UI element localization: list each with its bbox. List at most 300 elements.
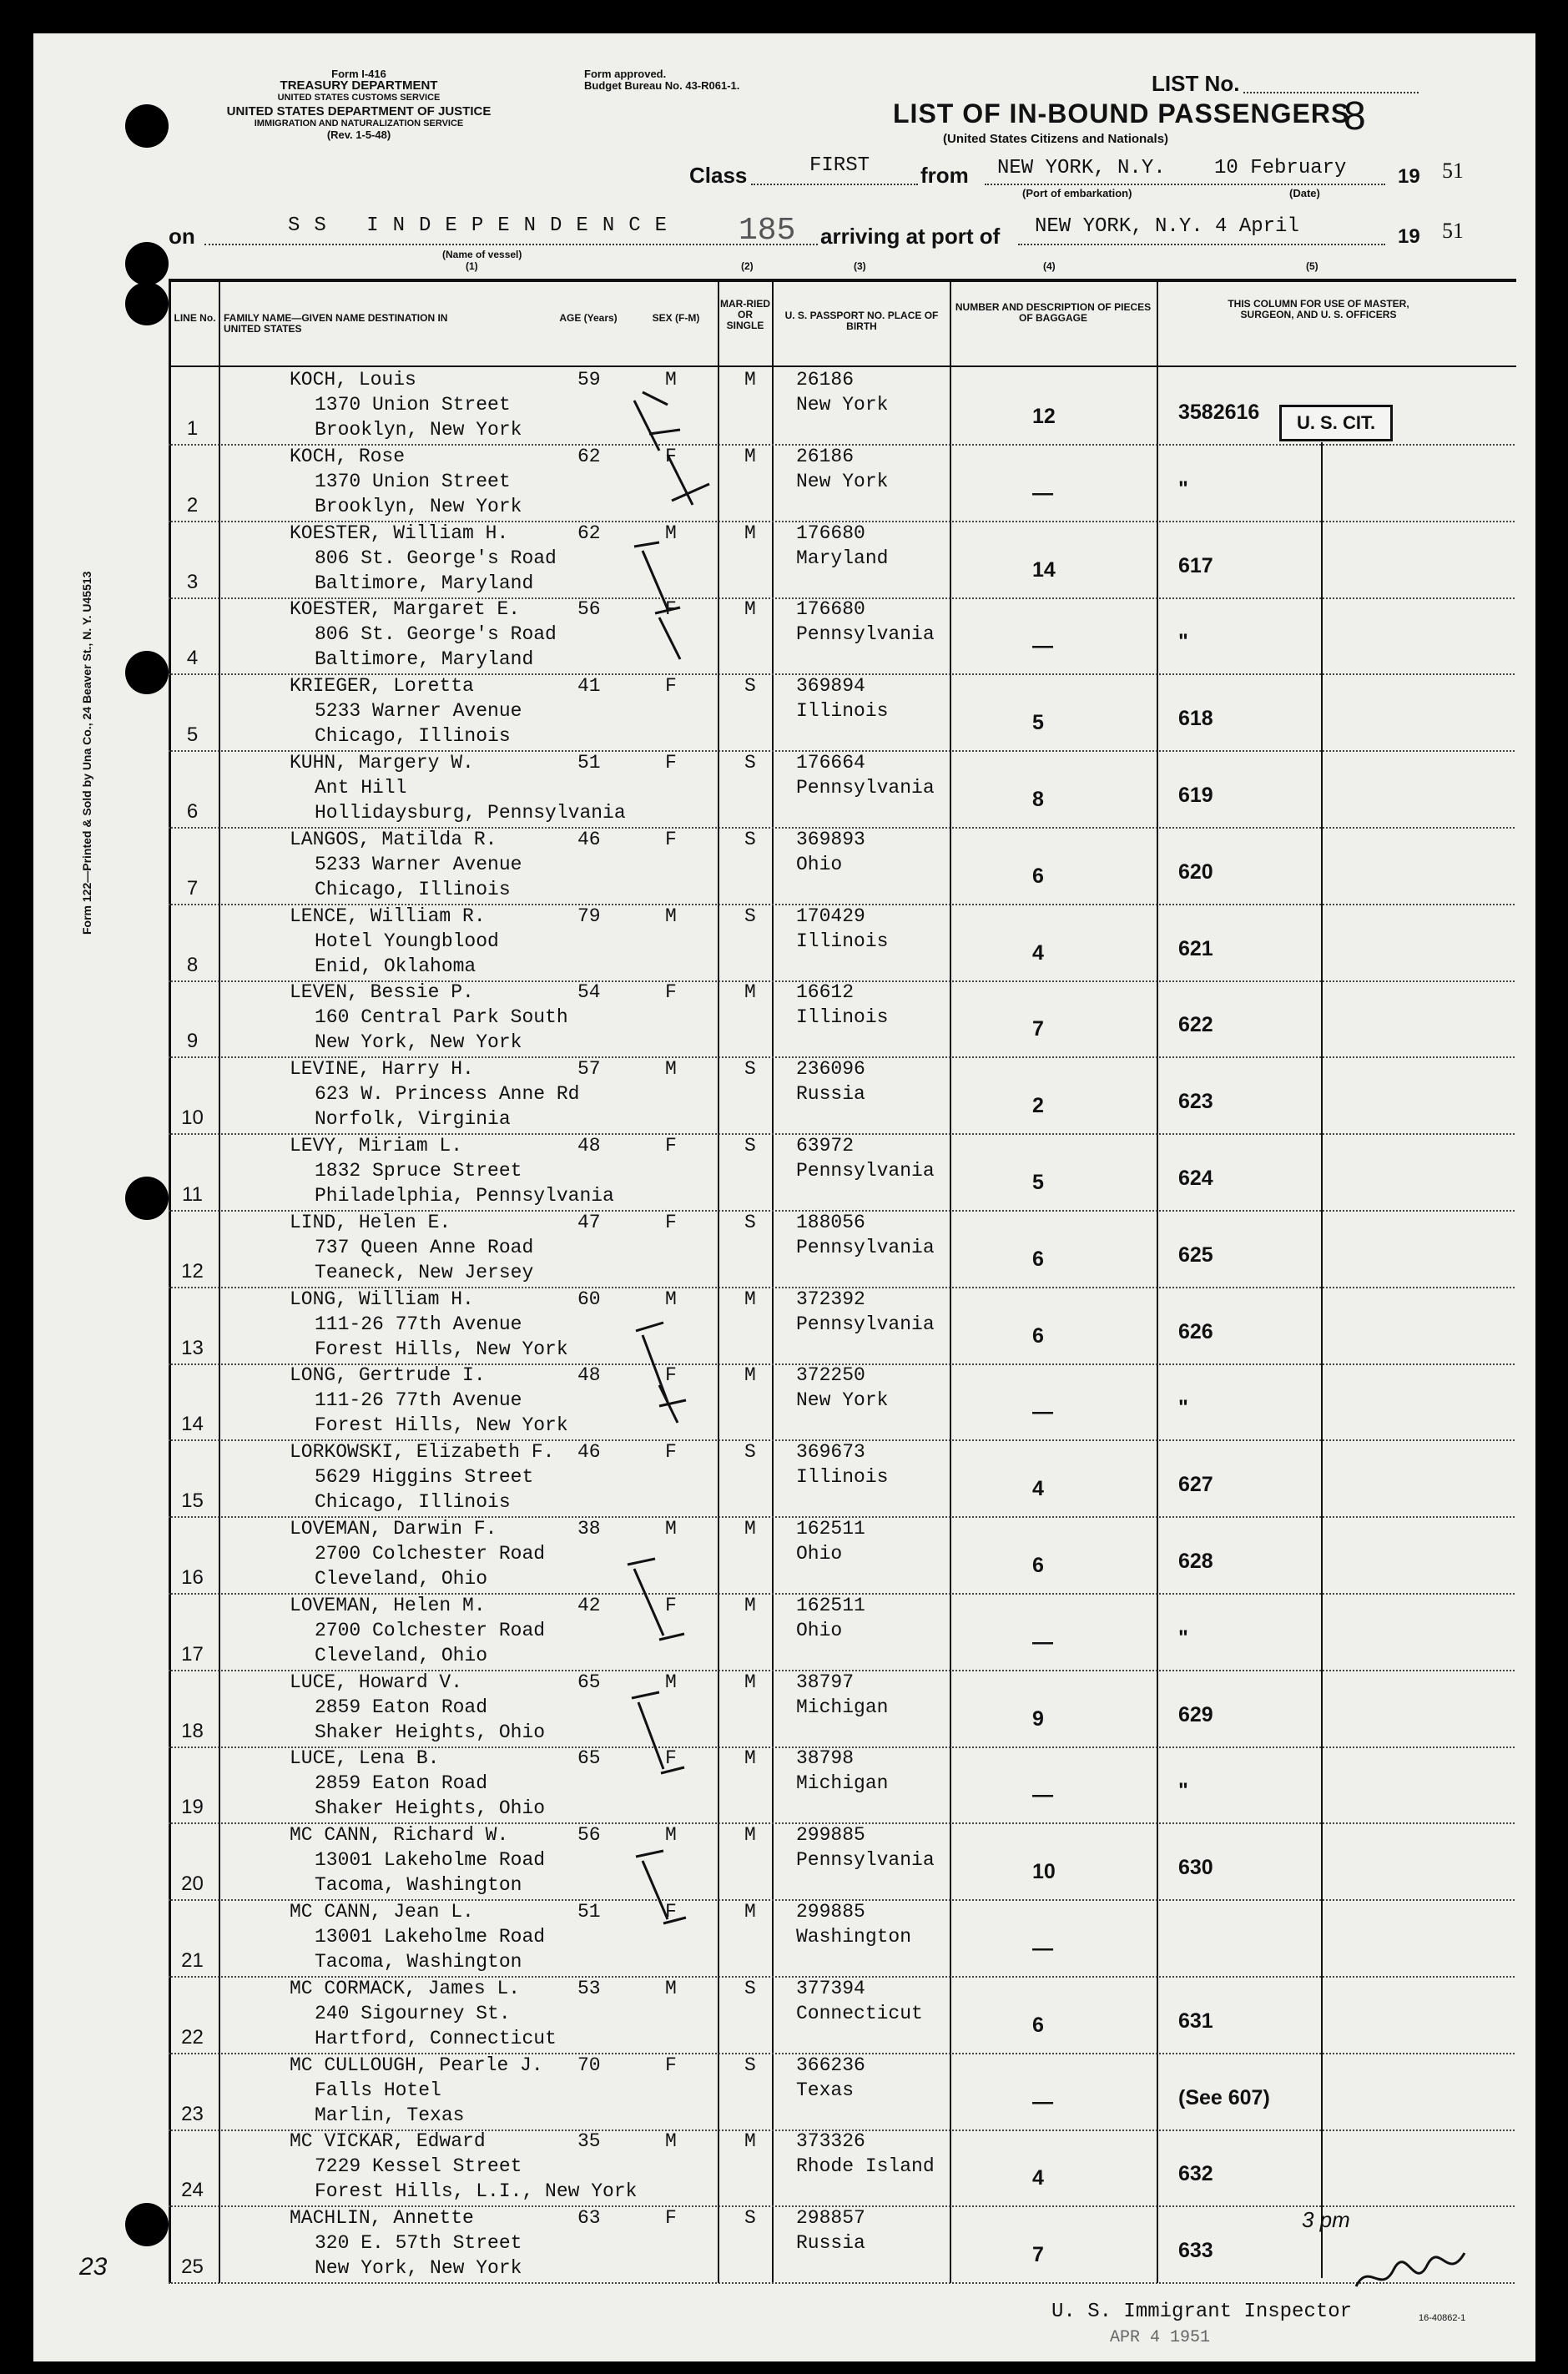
address-line-2: Forest Hills, New York [315, 1338, 568, 1360]
place-of-birth: New York [796, 394, 889, 416]
passenger-age: 48 [577, 1135, 601, 1157]
passport-number: 373326 [796, 2130, 865, 2153]
address-line-1: 806 St. George's Road [315, 547, 557, 569]
place-of-birth: Michigan [796, 1696, 889, 1718]
address-line-2: Tacoma, Washington [315, 1874, 522, 1897]
arriving-label: arriving at port of [820, 224, 1001, 249]
line-number: 18 [181, 1719, 204, 1742]
passenger-age: 62 [577, 445, 601, 467]
marital-status: S [744, 675, 756, 698]
check-mark [636, 1851, 686, 1923]
officer-note: " [1178, 630, 1188, 654]
passenger-name: MC CORMACK, James L. [290, 1977, 521, 1999]
address-line-2: Tacoma, Washington [315, 1951, 522, 1973]
arrival-value: NEW YORK, N.Y. 4 April [1035, 215, 1299, 238]
passenger-name: LORKOWSKI, Elizabeth F. [290, 1441, 555, 1464]
baggage-count: 6 [1032, 1554, 1044, 1577]
place-of-birth: Russia [796, 1083, 865, 1106]
passenger-sex: F [665, 2207, 677, 2230]
passenger-name: LOVEMAN, Darwin F. [290, 1518, 497, 1540]
passport-number: 16612 [796, 981, 855, 1004]
passenger-sex: F [665, 675, 677, 698]
passenger-age: 79 [577, 905, 601, 927]
address-line-2: Brooklyn, New York [315, 495, 522, 517]
address-line-2: Norfolk, Virginia [315, 1108, 511, 1131]
passenger-age: 41 [577, 675, 601, 698]
officer-note: 628 [1178, 1550, 1213, 1573]
marital-status: M [744, 369, 756, 391]
passenger-sex: M [665, 1058, 677, 1081]
officer-note: 619 [1178, 784, 1213, 807]
address-line-1: 160 Central Park South [315, 1006, 568, 1029]
line-number: 16 [181, 1566, 204, 1589]
place-of-birth: Illinois [796, 930, 889, 952]
line-number: 25 [181, 2256, 204, 2279]
line-number: 7 [186, 876, 199, 900]
baggage-count: — [1032, 634, 1053, 658]
address-line-2: Hartford, Connecticut [315, 2027, 557, 2049]
officer-note: 633 [1178, 2239, 1213, 2263]
place-of-birth: Pennsylvania [796, 1160, 935, 1182]
passenger-sex: F [665, 1441, 677, 1464]
passenger-sex: F [665, 1364, 677, 1387]
baggage-count: — [1032, 2089, 1053, 2114]
check-mark [668, 455, 709, 505]
passenger-sex: M [665, 1288, 677, 1310]
passenger-sex: M [665, 2130, 677, 2153]
marital-status: S [744, 1441, 756, 1464]
passenger-age: 46 [577, 828, 601, 850]
place-of-birth: Ohio [796, 1619, 843, 1641]
passenger-sex: M [665, 1977, 677, 1999]
baggage-count: 6 [1032, 864, 1044, 888]
marital-status: M [744, 1901, 756, 1923]
place-of-birth: New York [796, 470, 889, 492]
passenger-age: 51 [577, 752, 601, 774]
passenger-name: LONG, Gertrude I. [290, 1364, 486, 1387]
check-mark [628, 1559, 684, 1640]
passenger-sex: F [665, 1594, 677, 1616]
line-number: 3 [186, 570, 199, 593]
class-value: FIRST [809, 154, 870, 177]
officer-note: 623 [1178, 1090, 1213, 1114]
baggage-count: 6 [1032, 1323, 1044, 1348]
baggage-count: 5 [1032, 711, 1044, 735]
marital-status: M [744, 2130, 756, 2153]
place-of-birth: New York [796, 1389, 889, 1412]
inspector-caption: U. S. Immigrant Inspector [1051, 2301, 1353, 2323]
line-number: 8 [186, 953, 199, 976]
place-of-birth: Michigan [796, 1772, 889, 1795]
marital-status: M [744, 981, 756, 1004]
passenger-sex: F [665, 828, 677, 850]
marital-status: M [744, 522, 756, 544]
budget-bureau: Budget Bureau No. 43-R061-1. [584, 79, 740, 92]
place-of-birth: Pennsylvania [796, 1236, 935, 1258]
passenger-age: 60 [577, 1288, 601, 1310]
passenger-sex: F [665, 1901, 677, 1923]
line-number: 17 [181, 1642, 204, 1666]
baggage-count: 5 [1032, 1171, 1044, 1194]
passenger-age: 47 [577, 1211, 601, 1233]
passenger-sex: M [665, 1518, 677, 1540]
place-of-birth: Pennsylvania [796, 777, 935, 799]
date-value: 10 February [1214, 157, 1347, 179]
document-subtitle: (United States Citizens and Nationals) [943, 132, 1169, 146]
check-mark [659, 617, 680, 659]
marital-status: S [744, 752, 756, 774]
col-num: (2) [741, 260, 754, 272]
passenger-name: KOESTER, Margaret E. [290, 598, 521, 621]
address-line-2: Teaneck, New Jersey [315, 1261, 534, 1283]
passport-number: 369673 [796, 1441, 865, 1464]
passenger-sex: M [665, 522, 677, 544]
marital-status: S [744, 1135, 756, 1157]
passenger-name: LENCE, William R. [290, 905, 486, 927]
line-number: 22 [181, 2025, 204, 2049]
passenger-name: LIND, Helen E. [290, 1211, 451, 1233]
place-of-birth: Maryland [796, 547, 889, 569]
address-line-2: Forest Hills, L.I., New York [315, 2180, 638, 2203]
place-of-birth: Pennsylvania [796, 1313, 935, 1335]
address-line-2: Shaker Heights, Ohio [315, 1797, 546, 1820]
year-value: 51 [1442, 159, 1464, 183]
marital-status: S [744, 1977, 756, 1999]
officer-note: 631 [1178, 2009, 1213, 2033]
passenger-age: 62 [577, 522, 601, 544]
line-number: 4 [186, 647, 199, 670]
passport-number: 170429 [796, 905, 865, 927]
address-line-2: Marlin, Texas [315, 2104, 465, 2126]
address-line-1: Ant Hill [315, 777, 407, 799]
embark-value: NEW YORK, N.Y. [997, 157, 1166, 179]
check-mark [636, 1323, 686, 1406]
officer-note: 622 [1178, 1013, 1213, 1037]
line-number: 5 [186, 723, 199, 747]
date-caption: (Date) [1289, 187, 1320, 199]
line-number: 11 [182, 1183, 203, 1206]
address-line-2: Chicago, Illinois [315, 725, 511, 748]
passenger-name: LUCE, Howard V. [290, 1671, 463, 1693]
baggage-count: 4 [1032, 2166, 1044, 2190]
place-of-birth: Connecticut [796, 2002, 923, 2024]
place-of-birth: Ohio [796, 853, 843, 875]
col-num: (3) [854, 260, 866, 272]
col-header-baggage: NUMBER AND DESCRIPTION OF PIECES OF BAGGAGE [955, 301, 1152, 324]
passport-number: 298857 [796, 2207, 865, 2230]
address-line-2: Cleveland, Ohio [315, 1644, 488, 1666]
address-line-1: 1832 Spruce Street [315, 1160, 522, 1182]
col-header-passport: U. S. PASSPORT NO. PLACE OF BIRTH [784, 310, 939, 332]
address-line-1: 111-26 77th Avenue [315, 1313, 522, 1335]
passport-number: 299885 [796, 1824, 865, 1847]
marital-status: M [744, 1747, 756, 1770]
officer-note: 626 [1178, 1319, 1213, 1343]
list-no-value: 8 [1344, 94, 1366, 139]
address-line-1: 1370 Union Street [315, 394, 511, 416]
passport-number: 188056 [796, 1211, 865, 1233]
passport-number: 236096 [796, 1058, 865, 1081]
baggage-count: 4 [1032, 940, 1044, 965]
passenger-age: 46 [577, 1441, 601, 1464]
line-number: 14 [181, 1413, 204, 1436]
baggage-count: 10 [1032, 1860, 1056, 1884]
passport-number: 63972 [796, 1135, 855, 1157]
passenger-age: 56 [577, 1824, 601, 1847]
address-line-1: 7229 Kessel Street [315, 2155, 522, 2178]
passport-number: 26186 [796, 445, 855, 467]
passenger-name: MC CULLOUGH, Pearle J. [290, 2054, 543, 2076]
inspector-signature [1352, 2245, 1469, 2303]
place-of-birth: Rhode Island [796, 2155, 935, 2178]
department-of-justice: UNITED STATES DEPARTMENT OF JUSTICE [226, 104, 492, 118]
form-number: Form I-416 [331, 68, 386, 80]
passenger-age: 65 [577, 1671, 601, 1693]
address-line-2: Brooklyn, New York [315, 419, 522, 441]
address-line-2: Forest Hills, New York [315, 1414, 568, 1437]
marital-status: M [744, 1288, 756, 1310]
place-of-birth: Pennsylvania [796, 1849, 935, 1872]
address-line-1: 2700 Colchester Road [315, 1619, 546, 1641]
address-line-1: 13001 Lakeholme Road [315, 1926, 546, 1948]
place-of-birth: Pennsylvania [796, 623, 935, 646]
officer-note: 630 [1178, 1856, 1213, 1880]
officer-note: " [1178, 476, 1188, 501]
col-header-officers: THIS COLUMN FOR USE OF MASTER, SURGEON, AND U. S. OFFICERS [1228, 298, 1409, 320]
from-label: from [920, 163, 969, 188]
marital-status: S [744, 2054, 756, 2076]
passenger-name: MC CANN, Richard W. [290, 1824, 509, 1847]
check-mark [632, 1692, 684, 1773]
passenger-age: 59 [577, 369, 601, 391]
officer-note: 621 [1178, 936, 1213, 960]
passport-number: 366236 [796, 2054, 865, 2076]
passport-number: 369894 [796, 675, 865, 698]
officer-note: 625 [1178, 1242, 1213, 1267]
baggage-count: 14 [1032, 557, 1056, 582]
marital-status: M [744, 445, 756, 467]
passenger-name: KUHN, Margery W. [290, 752, 474, 774]
marital-status: M [744, 1518, 756, 1540]
marital-status: M [744, 1364, 756, 1387]
officer-note: 620 [1178, 859, 1213, 884]
passenger-name: LOVEMAN, Helen M. [290, 1594, 486, 1616]
address-line-1: Falls Hotel [315, 2079, 441, 2101]
check-mark [634, 542, 680, 613]
passport-number: 38797 [796, 1671, 855, 1693]
document-title: LIST OF IN-BOUND PASSENGERS [893, 98, 1350, 129]
marital-status: S [744, 905, 756, 927]
passenger-age: 63 [577, 2207, 601, 2230]
revision: (Rev. 1-5-48) [326, 129, 391, 141]
marital-status: S [744, 1058, 756, 1081]
arrival-year-prefix: 19 [1398, 225, 1420, 248]
passenger-name: MACHLIN, Annette [290, 2207, 474, 2230]
passenger-age: 35 [577, 2130, 601, 2153]
passenger-sex: F [665, 445, 677, 467]
address-line-1: 2859 Eaton Road [315, 1772, 488, 1795]
passenger-age: 57 [577, 1058, 601, 1081]
marital-status: S [744, 2207, 756, 2230]
passenger-name: LONG, William H. [290, 1288, 474, 1310]
address-line-1: 5629 Higgins Street [315, 1466, 534, 1489]
address-line-1: 806 St. George's Road [315, 623, 557, 646]
officer-note: 3582616 [1178, 401, 1260, 424]
address-line-1: 2700 Colchester Road [315, 1543, 546, 1565]
list-no-label: LIST No. [1152, 71, 1240, 96]
passport-number: 299885 [796, 1901, 865, 1923]
address-line-1: 1370 Union Street [315, 470, 511, 492]
address-line-1: 240 Sigourney St. [315, 2002, 511, 2024]
line-number: 20 [181, 1872, 204, 1896]
line-number: 21 [181, 1949, 204, 1972]
line-number: 15 [181, 1489, 204, 1513]
vessel-caption: (Name of vessel) [442, 249, 522, 260]
line-number: 9 [186, 1030, 199, 1053]
baggage-count: 4 [1032, 1477, 1044, 1501]
col-header-line: LINE No. [174, 312, 216, 324]
passenger-sex: M [665, 1824, 677, 1847]
baggage-count: 9 [1032, 1706, 1044, 1731]
passenger-sex: M [665, 905, 677, 927]
passenger-sex: F [665, 2054, 677, 2076]
passenger-age: 56 [577, 598, 601, 621]
treasury-department: TREASURY DEPARTMENT [280, 78, 438, 93]
passenger-age: 48 [577, 1364, 601, 1387]
baggage-count: 2 [1032, 1094, 1044, 1118]
address-line-2: Chicago, Illinois [315, 1491, 511, 1514]
time-note: 3 pm [1302, 2207, 1350, 2232]
officer-note: 632 [1178, 2162, 1213, 2186]
officer-note: 617 [1178, 553, 1213, 577]
address-line-1: 2859 Eaton Road [315, 1696, 488, 1718]
passenger-age: 51 [577, 1901, 601, 1923]
marital-status: M [744, 1594, 756, 1616]
officer-note: " [1178, 1396, 1188, 1420]
vessel-value: SS INDEPENDENCE [288, 214, 682, 237]
passenger-sex: M [665, 1671, 677, 1693]
line-number: 13 [181, 1336, 204, 1359]
address-line-2: Shaker Heights, Ohio [315, 1721, 546, 1743]
baggage-count: 7 [1032, 1017, 1044, 1041]
baggage-count: — [1032, 481, 1053, 505]
place-of-birth: Illinois [796, 700, 889, 723]
passport-number: 372392 [796, 1288, 865, 1310]
address-line-2: Cleveland, Ohio [315, 1568, 488, 1590]
marital-status: M [744, 598, 756, 621]
passenger-name: MC VICKAR, Edward [290, 2130, 486, 2153]
passenger-name: LANGOS, Matilda R. [290, 828, 497, 850]
baggage-count: 6 [1032, 2013, 1044, 2037]
ins-service: IMMIGRATION AND NATURALIZATION SERVICE [254, 118, 464, 129]
officer-note: (See 607) [1178, 2085, 1270, 2109]
marital-status: S [744, 1211, 756, 1233]
baggage-count: 6 [1032, 1247, 1044, 1271]
line-number: 23 [181, 2102, 204, 2125]
officer-note: 624 [1178, 1167, 1213, 1190]
marital-status: M [744, 1671, 756, 1693]
passenger-sex: F [665, 752, 677, 774]
address-line-2: Hollidaysburg, Pennsylvania [315, 802, 626, 824]
baggage-count: 8 [1032, 788, 1044, 811]
customs-service: UNITED STATES CUSTOMS SERVICE [277, 93, 441, 103]
check-mark [634, 392, 680, 451]
passport-number: 369893 [796, 828, 865, 850]
passport-number: 377394 [796, 1977, 865, 1999]
passport-number: 176680 [796, 522, 865, 544]
baggage-count: — [1032, 1400, 1053, 1424]
baggage-count: — [1032, 1783, 1053, 1807]
passenger-name: KOCH, Louis [290, 369, 416, 391]
line-number: 10 [181, 1106, 204, 1130]
embark-caption: (Port of embarkation) [1022, 187, 1132, 199]
passenger-name: LEVY, Miriam L. [290, 1135, 463, 1157]
place-of-birth: Washington [796, 1926, 912, 1948]
passenger-age: 42 [577, 1594, 601, 1616]
class-label: Class [689, 163, 748, 188]
address-line-2: Baltimore, Maryland [315, 572, 534, 594]
passenger-name: KOCH, Rose [290, 445, 406, 467]
check-mark [659, 1385, 678, 1423]
line-number: 12 [181, 1259, 204, 1283]
baggage-count: — [1032, 1937, 1053, 1960]
passenger-name: KOESTER, William H. [290, 522, 509, 544]
officer-note: " [1178, 1626, 1188, 1650]
passenger-name: LEVEN, Bessie P. [290, 981, 474, 1004]
address-line-2: Baltimore, Maryland [315, 648, 534, 671]
line-number: 1 [186, 417, 199, 440]
col-header-married: MAR-RIED OR SINGLE [720, 298, 770, 331]
address-line-1: 320 E. 57th Street [315, 2232, 522, 2255]
address-line-1: Hotel Youngblood [315, 930, 499, 952]
form-approved: Form approved. [584, 68, 667, 80]
address-line-1: 5233 Warner Avenue [315, 853, 522, 875]
marital-status: M [744, 1824, 756, 1847]
margin-number: 23 [79, 2253, 108, 2281]
place-of-birth: Russia [796, 2232, 865, 2255]
officer-note: 627 [1178, 1473, 1213, 1497]
officer-note: 618 [1178, 707, 1213, 731]
printer-side-text: Form 122—Printed & Sold by Una Co., 24 Beaver St., N. Y. U45513 [80, 571, 93, 935]
address-line-1: 111-26 77th Avenue [315, 1389, 522, 1412]
address-line-2: Chicago, Illinois [315, 878, 511, 900]
passport-number: 162511 [796, 1518, 865, 1540]
passport-number: 176680 [796, 598, 865, 621]
passport-number: 26186 [796, 369, 855, 391]
address-line-1: 623 W. Princess Anne Rd [315, 1083, 580, 1106]
passport-number: 162511 [796, 1594, 865, 1616]
address-line-2: New York, New York [315, 2257, 522, 2280]
on-label: on [169, 224, 195, 249]
us-citizen-stamp: U. S. CIT. [1279, 405, 1393, 441]
passenger-name: LEVINE, Harry H. [290, 1058, 474, 1081]
baggage-count: — [1032, 1630, 1053, 1654]
baggage-count: 12 [1032, 405, 1056, 428]
voyage-number: 185 [739, 213, 796, 249]
col-num: (4) [1043, 260, 1056, 272]
passport-number: 372250 [796, 1364, 865, 1387]
officer-note: 629 [1178, 1702, 1213, 1726]
col-header-sex: SEX (F-M) [652, 312, 700, 324]
year-prefix: 19 [1398, 165, 1420, 188]
passenger-name: KRIEGER, Loretta [290, 675, 474, 698]
passport-number: 38798 [796, 1747, 855, 1770]
col-num: (1) [466, 260, 478, 272]
passenger-sex: F [665, 981, 677, 1004]
col-num: (5) [1306, 260, 1318, 272]
passenger-name: MC CANN, Jean L. [290, 1901, 474, 1923]
marital-status: S [744, 828, 756, 850]
